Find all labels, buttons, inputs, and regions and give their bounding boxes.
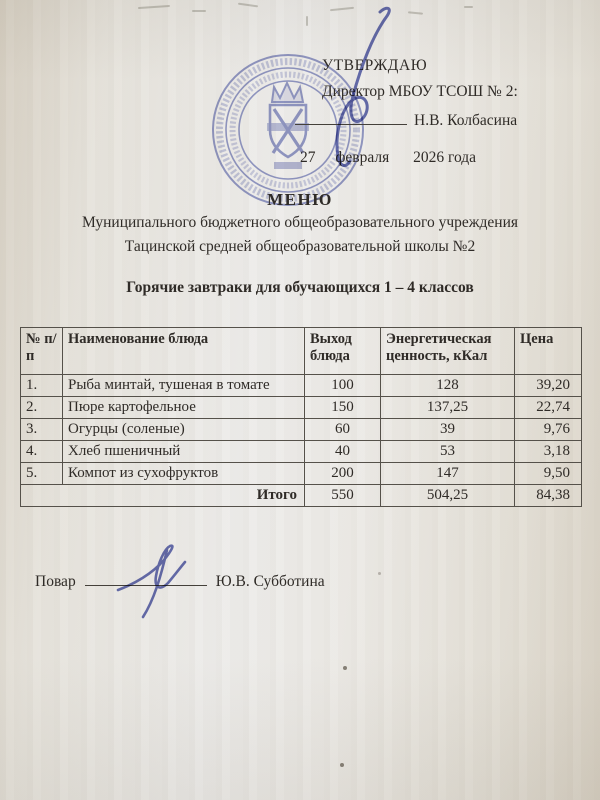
cell-price: 3,18 — [515, 441, 582, 463]
table-row — [21, 419, 582, 441]
paper-speck — [378, 572, 381, 575]
pencil-smudge — [192, 10, 206, 12]
cell-output: 150 — [305, 397, 381, 419]
cell-name: Огурцы (соленые) — [63, 419, 305, 441]
cell-num: 1. — [21, 375, 63, 397]
date-year: 2026 года — [413, 148, 477, 166]
approval-word: УТВЕРЖДАЮ — [322, 57, 428, 74]
pencil-smudge — [138, 5, 170, 9]
director-name: Н.В. Колбасина — [414, 111, 518, 129]
date-month: февраля — [335, 148, 390, 166]
cell-name: Компот из сухофруктов — [63, 463, 305, 485]
table-row — [21, 397, 582, 419]
table-row — [21, 441, 582, 463]
cell-num: 3. — [21, 419, 63, 441]
header-price: Цена — [515, 328, 582, 375]
pencil-smudge — [464, 6, 473, 8]
header-output: Выход блюда — [305, 328, 381, 375]
cell-output: 100 — [305, 375, 381, 397]
cell-price: 22,74 — [515, 397, 582, 419]
director-signature-ink — [322, 4, 412, 179]
cook-name: Ю.В. Субботина — [215, 573, 325, 590]
cell-num: 4. — [21, 441, 63, 463]
total-output: 550 — [305, 485, 381, 507]
cell-name: Пюре картофельное — [63, 397, 305, 419]
header-energy: Энергетическая ценность, кКал — [381, 328, 515, 375]
paper-speck — [340, 763, 344, 767]
pencil-smudge — [306, 16, 308, 26]
organization-line-2: Тацинской средней общеобразовательной школы №2 — [124, 238, 476, 255]
cell-num: 5. — [21, 463, 63, 485]
cell-energy: 147 — [381, 463, 515, 485]
total-energy: 504,25 — [381, 485, 515, 507]
cell-energy: 53 — [381, 441, 515, 463]
header-name: Наименование блюда — [63, 328, 305, 375]
header-num: № п/п — [21, 328, 63, 375]
table-row — [21, 463, 582, 485]
cell-output: 200 — [305, 463, 381, 485]
cell-price: 9,50 — [515, 463, 582, 485]
table-total-row — [21, 485, 582, 507]
total-label: Итого — [21, 485, 305, 507]
table-header-row — [21, 328, 582, 375]
cell-energy: 128 — [381, 375, 515, 397]
cell-num: 2. — [21, 397, 63, 419]
cook-label: Повар — [35, 573, 76, 590]
pencil-smudge — [238, 3, 258, 8]
cell-name: Хлеб пшеничный — [63, 441, 305, 463]
cell-name: Рыба минтай, тушеная в томате — [63, 375, 305, 397]
organization-line-1: Муниципального бюджетного общеобразовательного учреждения — [81, 214, 518, 231]
cook-signature-ink — [110, 538, 220, 625]
cell-energy: 39 — [381, 419, 515, 441]
section-title: Горячие завтраки для обучающихся 1 – 4 классов — [126, 279, 474, 296]
cell-output: 60 — [305, 419, 381, 441]
paper-speck — [343, 666, 347, 670]
total-price: 84,38 — [515, 485, 582, 507]
cell-energy: 137,25 — [381, 397, 515, 419]
page-title: МЕНЮ — [267, 190, 333, 209]
cell-price: 39,20 — [515, 375, 582, 397]
table-row — [21, 375, 582, 397]
date-day: 27 — [300, 148, 316, 166]
cell-output: 40 — [305, 441, 381, 463]
menu-table — [20, 327, 582, 507]
cell-price: 9,76 — [515, 419, 582, 441]
approval-director-line: Директор МБОУ ТСОШ № 2: — [322, 82, 518, 100]
